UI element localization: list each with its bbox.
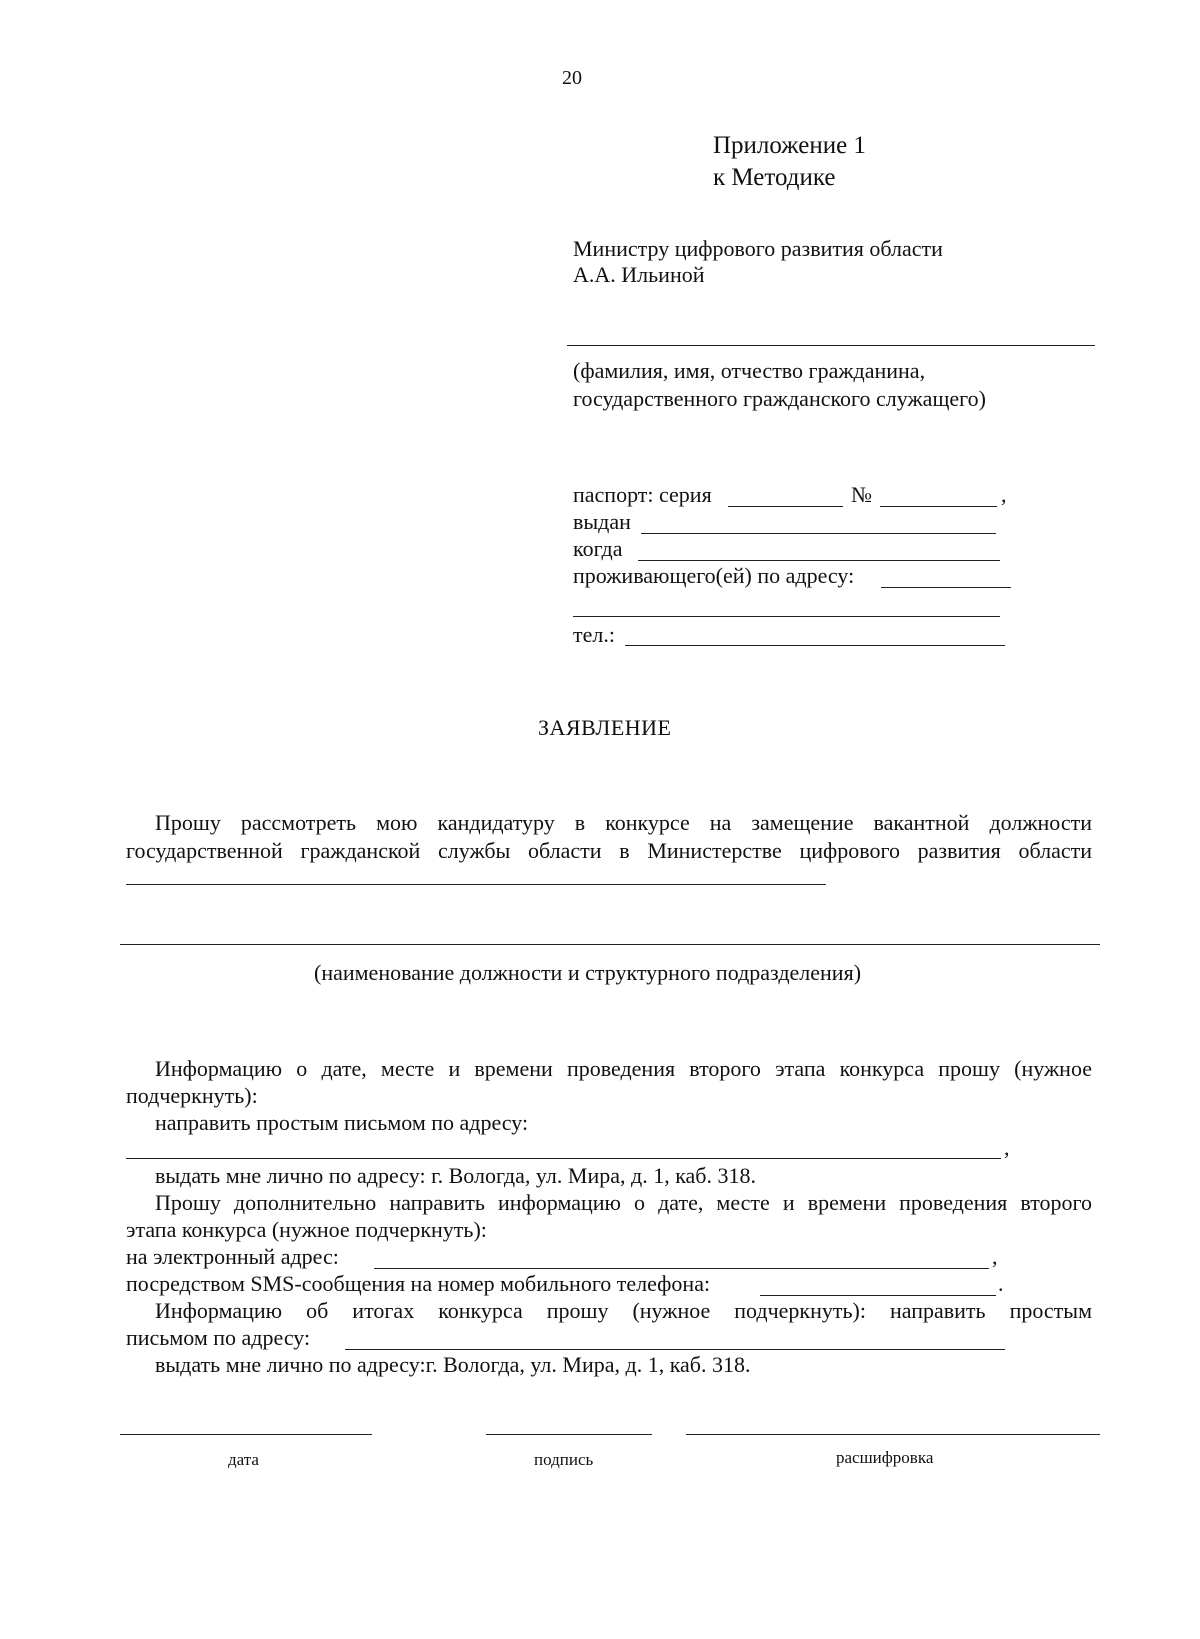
comma: , (1001, 482, 1007, 507)
results-line-1: Информацию об итогах конкурса прошу (нужное подчеркнуть): направить простым (155, 1298, 1092, 1323)
phone-label: тел.: (573, 622, 615, 647)
info-line-1: Информацию о дате, месте и времени проведения второго этапа конкурса прошу (нужное (155, 1056, 1092, 1081)
passport-number-label: № (851, 482, 872, 507)
address-field-2[interactable] (573, 616, 1000, 617)
personal-option-2[interactable]: выдать мне лично по адресу:г. Вологда, ул. Мира, д. 1, каб. 318. (155, 1352, 751, 1377)
request-line-1: Прошу рассмотреть мою кандидатуру в конкурсе на замещение вакантной должности (155, 810, 1092, 835)
extra-line-2: этапа конкурса (нужное подчеркнуть): (126, 1217, 487, 1242)
position-caption: (наименование должности и структурного подразделения) (314, 960, 862, 985)
signature-field[interactable] (486, 1434, 652, 1435)
signature-label: подпись (534, 1450, 594, 1469)
address-label: проживающего(ей) по адресу: (573, 563, 855, 588)
email-field[interactable] (374, 1268, 989, 1269)
email-label[interactable]: на электронный адрес: (126, 1244, 339, 1269)
addressee-line-2: А.А. Ильиной (573, 262, 705, 287)
phone-field[interactable] (625, 645, 1005, 646)
when-label: когда (573, 536, 623, 561)
applicant-name-line[interactable] (567, 345, 1095, 346)
date-field[interactable] (120, 1434, 372, 1435)
comma: , (1004, 1135, 1010, 1160)
when-field[interactable] (638, 560, 1000, 561)
addressee-line-1: Министру цифрового развития области (573, 236, 943, 261)
sms-label[interactable]: посредством SMS-сообщения на номер мобильного телефона: (126, 1271, 711, 1296)
position-field-2[interactable] (120, 944, 1100, 945)
appendix-line-2: к Методике (713, 164, 836, 191)
results-line-2[interactable]: письмом по адресу: (126, 1325, 311, 1350)
period: . (998, 1271, 1004, 1296)
request-line-2: государственной гражданской службы области в Министерстве цифрового развития области (126, 838, 1092, 863)
document-title: ЗАЯВЛЕНИЕ (538, 715, 672, 740)
passport-series-field[interactable] (728, 506, 843, 507)
issued-field[interactable] (641, 533, 996, 534)
sms-phone-field[interactable] (760, 1295, 996, 1296)
passport-number-field[interactable] (880, 506, 997, 507)
info-line-2: подчеркнуть): (126, 1083, 258, 1108)
decryption-field[interactable] (686, 1434, 1100, 1435)
passport-series-label: паспорт: серия (573, 482, 712, 507)
appendix-line-1: Приложение 1 (713, 132, 866, 159)
decryption-label: расшифровка (836, 1448, 934, 1467)
position-field-1[interactable] (126, 884, 826, 885)
date-label: дата (228, 1450, 259, 1469)
issued-label: выдан (573, 509, 631, 534)
address-field[interactable] (881, 587, 1011, 588)
extra-line-1: Прошу дополнительно направить информацию о дате, месте и времени проведения второго (155, 1190, 1092, 1215)
applicant-caption-line-1: (фамилия, имя, отчество гражданина, (573, 358, 926, 383)
applicant-caption-line-2: государственного гражданского служащего) (573, 386, 986, 411)
mail-option[interactable]: направить простым письмом по адресу: (155, 1110, 529, 1135)
mail-address-field[interactable] (126, 1158, 1001, 1159)
results-address-field[interactable] (345, 1349, 1005, 1350)
personal-option-1[interactable]: выдать мне лично по адресу: г. Вологда, ул. Мира, д. 1, каб. 318. (155, 1163, 757, 1188)
comma: , (992, 1244, 998, 1269)
page-number: 20 (562, 67, 582, 89)
